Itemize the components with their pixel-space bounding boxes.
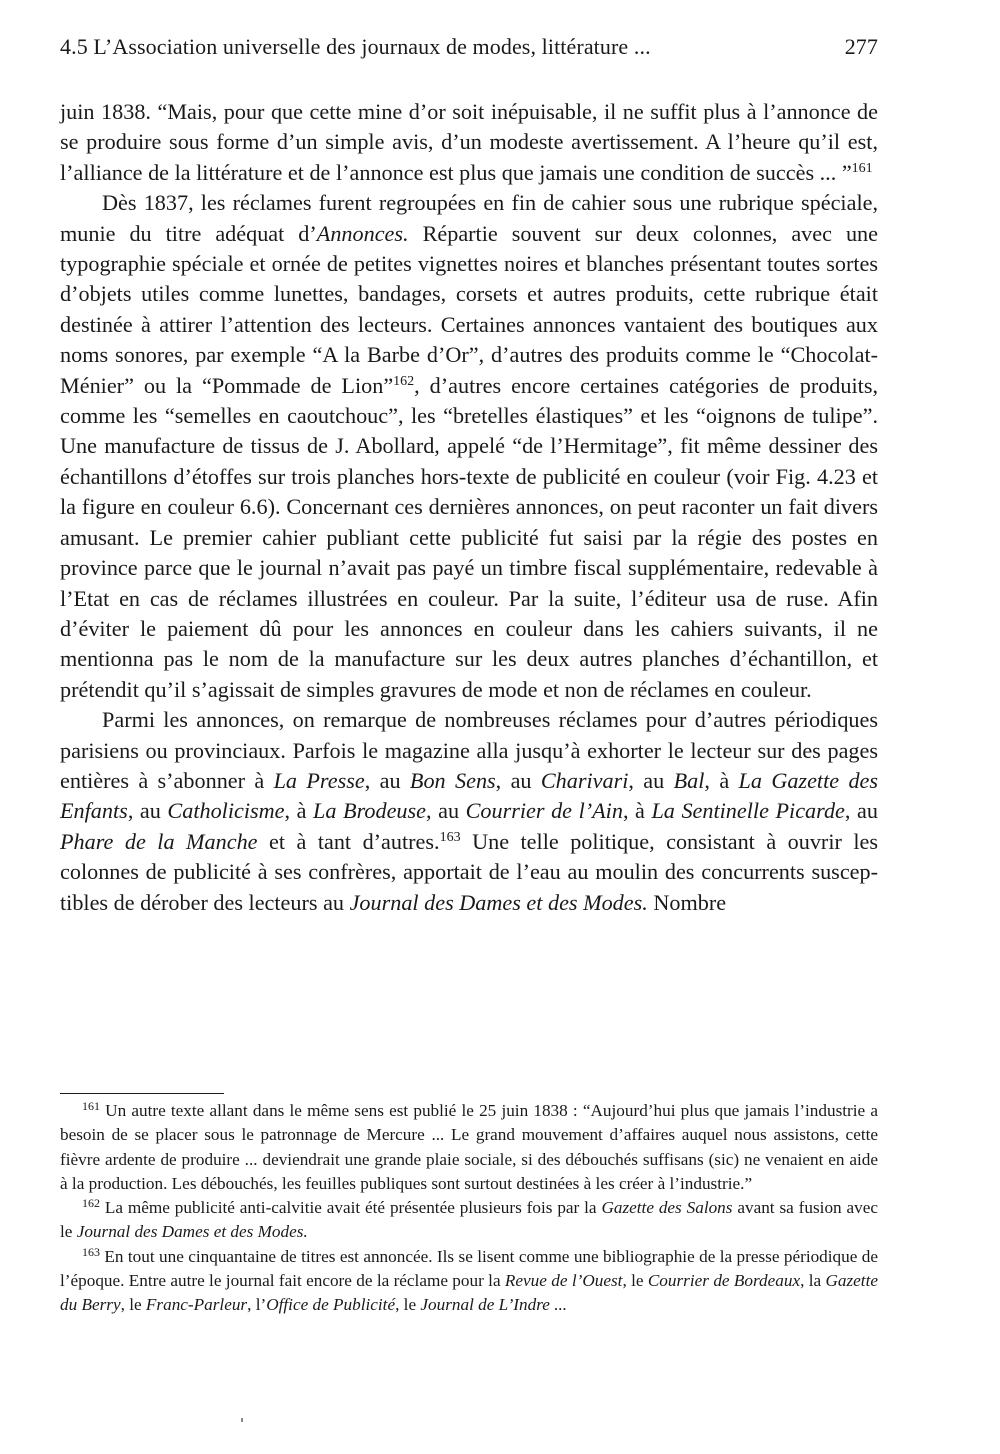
- footnotes: [60, 1099, 878, 1318]
- footnote-ref-161[interactable]: 161: [851, 160, 873, 176]
- footnote-number: 162: [82, 1196, 100, 1211]
- running-head: [60, 34, 878, 60]
- footnote-163: $^{163}$ En tout une cinquantaine de titres est annoncée. Ils se lisent comme une bibliographie de la presse périodique de l’époque. Entre autre le journal fait encore de la réclame pour la Revue de l’Ouest, le Courrier de Bordeaux, la Gazette du Berry, le Franc-Parleur, l’Office de Publicité, le Journal de L’Indre ...: [60, 1244, 878, 1315]
- section-title: 4.5 L’Association universelle des journaux de modes, littérature ...: [60, 34, 651, 59]
- paragraph-2: Dès 1837, les réclames furent regroupées en fin de cahier sous une rubrique spéciale, munie du titre adéquat d’Annonces. Répartie souvent sur deux colonnes, avec une typographie spéciale et ornée de petites vignettes noires et blanches présentant toutes sortes d’objets utiles comme lunettes, bandages, corsets et autres produits, cette rubrique était destinée à attirer l’attention des lecteurs. Certaines annonces vantaient des boutiques aux noms sonores, par exemple “A la Barbe d’Or”, d’autres des produits comme le “Chocolat-Ménier” ou la “Pommade de Lion”$^{162}$, d’autres encore certaines catégories de produits, comme les “semelles en caoutchouc”, les “bretelles élastiques” et les “oignons de tulipe”. Une manufacture de tissus de J. Abollard, appelé “de l’Hermitage”, fit même dessiner des échantillons d’étoffes sur trois planches hors-texte de publicité en couleur (voir Fig. 4.23 et la figure en couleur 6.6). Concernant ces dernières annonces, on peut raconter un fait divers amusant. Le premier cahier publiant cette publicité fut saisi par la régie des postes en province parce que le journal n’avait pas payé un timbre fiscal supplémentaire, redevable à l’Etat en cas de réclames illustrées en couleur. Par la suite, l’éditeur usa de ruse. Afin d’éviter le paiement dû pour les annonces en couleur dans les cahiers suivants, il ne mentionna pas le nom de la manufacture sur les deux autres planches d’échantillon, et prétendit qu’il s’agissait de simples gravures de mode et non de réclames en couleur.: [60, 190, 878, 702]
- footnote-162: $^{162}$ La même publicité anti-calvitie avait été présentée plusieurs fois par la Gazette des Salons avant sa fusion avec le Journal des Dames et des Modes.: [60, 1196, 878, 1242]
- footnote-number: 161: [82, 1099, 100, 1113]
- scan-speck: [241, 1418, 243, 1422]
- paragraph-3: Parmi les annonces, on remarque de nombreuses réclames pour d’autres périodiques parisiens ou provinciaux. Parfois le magazine alla jusqu’à exhorter le lecteur sur des pages entières à s’abonner à La Presse, au Bon Sens, au Charivari, au Bal, à La Gazette des Enfants, au Catholicisme, à La Brodeuse, au Courrier de l’Ain, à La Sentinelle Picarde, au Phare de la Manche et à tant d’autres.$^{163}$ Une telle politique, consistant à ouvrir les colonnes de publicité à ses confrères, apportait de l’eau au moulin des concurrents susceptibles de dérober des lecteurs au Journal des Dames et des Modes. Nombre: [60, 707, 879, 915]
- paragraph-1: juin 1838. “Mais, pour que cette mine d’or soit inépuisable, il ne suffit plus à l’annonce de se produire sous forme d’un simple avis, d’un modeste avertissement. A l’heure qu’il est, l’alliance de la littérature et de l’annonce est plus que jamais une condition de succès ... ”$^{161}$: [60, 99, 878, 185]
- footnote-ref-163[interactable]: 163: [439, 829, 461, 845]
- footnote-161: $^{161}$ Un autre texte allant dans le même sens est publié le 25 juin 1838 : “Aujourd’hui plus que jamais l’industrie a besoin de se placer sous le patronnage de Mercure ... Le grand mouvement d’affaires auquel nous assistons, cette fièvre ardente de produire ... deviendrait une grande plaie sociale, si des débouchés suffisans (sic) ne venaient en aide à la production. Les débouchés, les feuilles publiques sont surtout destinées à les créer à l’industrie.”: [60, 1099, 878, 1193]
- footnote-number: 163: [82, 1244, 100, 1259]
- body-text: [60, 97, 878, 918]
- footnote-divider: [60, 1093, 224, 1094]
- footnote-ref-162[interactable]: 162: [393, 373, 415, 389]
- page-number: 277: [844, 34, 878, 59]
